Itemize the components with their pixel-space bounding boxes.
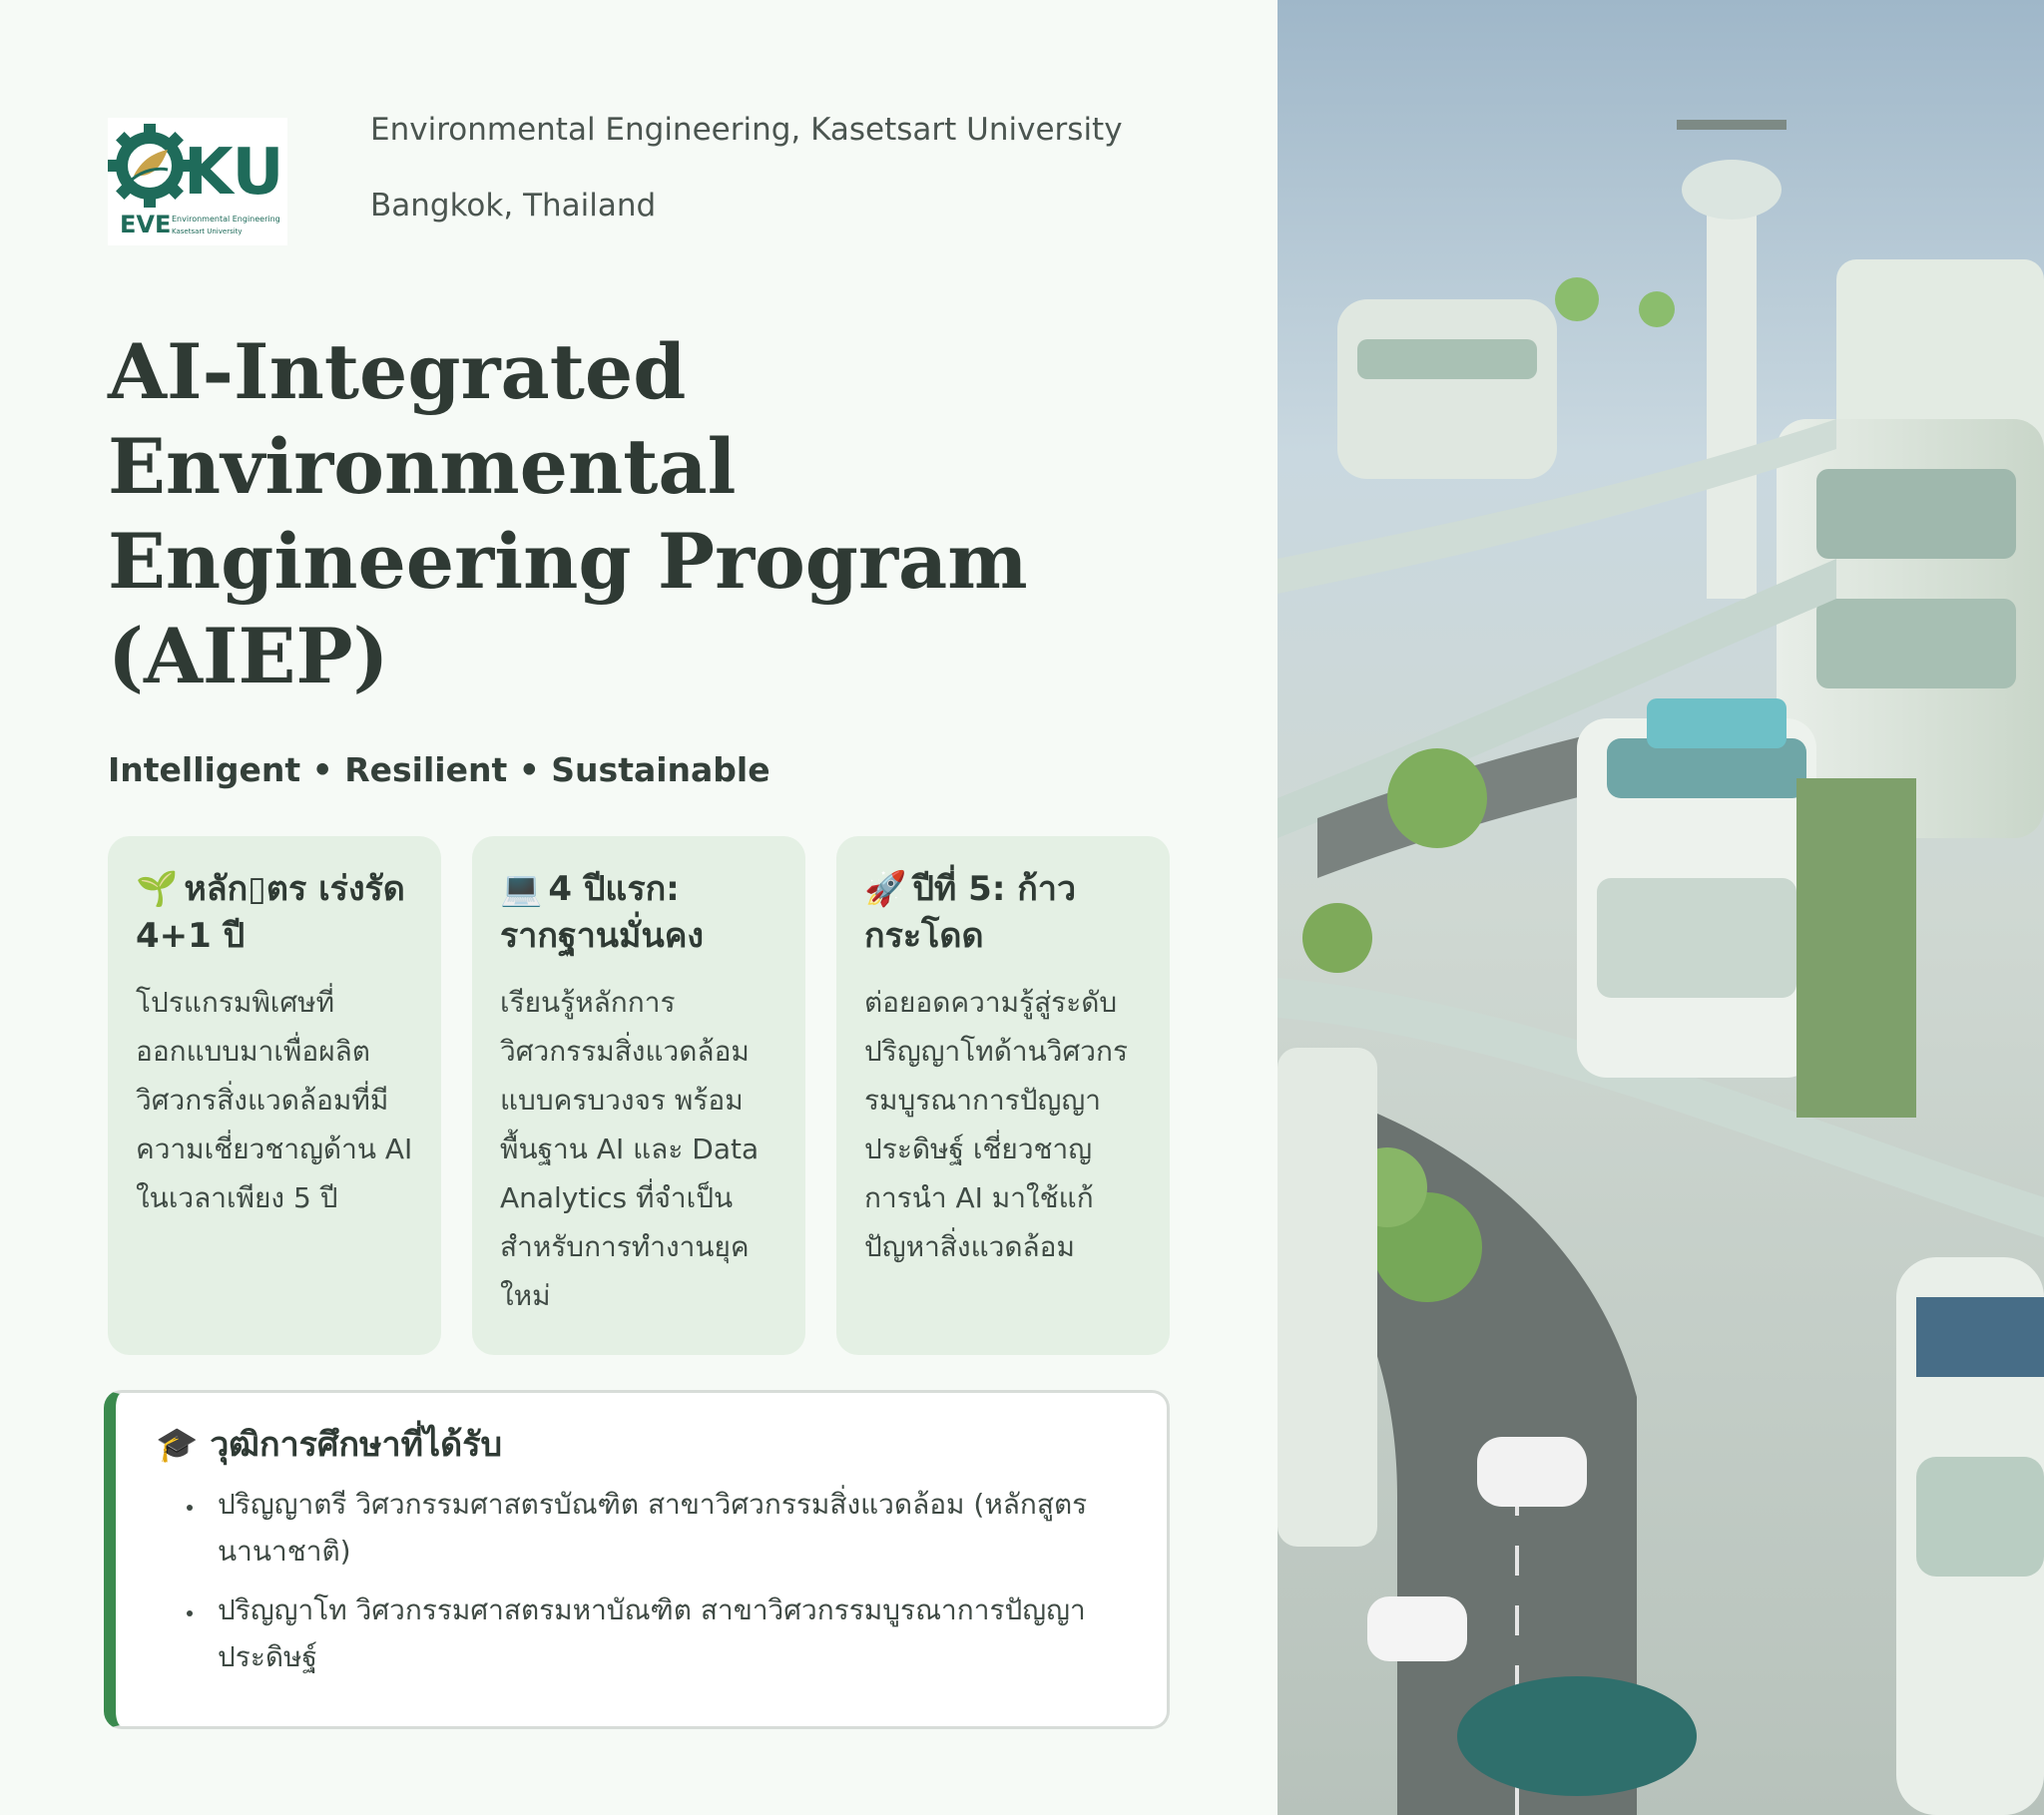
info-card-first-four-years [472, 836, 805, 1355]
ku-eve-logo [108, 118, 287, 245]
page-title [108, 324, 1106, 703]
svg-text:Kasetsart University: Kasetsart University [172, 227, 243, 235]
organization-name: Environmental Engineering, Kasetsart University [370, 112, 1123, 148]
card-title: 🌱 หลัก▯ตร เร่งรัด 4+1 ปี [136, 869, 405, 956]
svg-text:Environmental Engineering: Environmental Engineering [172, 215, 280, 224]
svg-text:KU: KU [184, 136, 284, 210]
title-line: AI-Integrated [108, 327, 687, 416]
card-body: เรียนรู้หลักการวิศวกรรมสิ่งแวดล้อมแบบครบวงจร พร้อมพื้นฐาน AI และ Data Analytics ที่จำเป็นสำหรับการทำงานยุคใหม่ [500, 986, 760, 1312]
svg-text:EVE: EVE [120, 211, 172, 238]
title-line: (AIEP) [108, 612, 389, 700]
card-title: 🚀 ปีที่ 5: ก้าวกระโดด [864, 869, 1077, 956]
title-line: Environmental [108, 422, 737, 511]
organization-location: Bangkok, Thailand [370, 188, 657, 224]
card-title: 💻 4 ปีแรก: รากฐานมั่นคง [500, 869, 705, 956]
degrees-box [104, 1390, 1170, 1729]
degrees-heading: 🎓 วุฒิการศึกษาที่ได้รับ [156, 1425, 503, 1465]
list-item: • ปริญญาตรี วิศวกรรมศาสตรบัณฑิต สาขาวิศวกรรมสิ่งแวดล้อม (หลักสูตรนานาชาติ) [206, 1481, 1127, 1575]
card-body: โปรแกรมพิเศษที่ออกแบบมาเพื่อผลิตวิศวกรสิ่งแวดล้อมที่มีความเชี่ยวชาญด้าน AI ในเวลาเพียง 5 ปี [136, 986, 413, 1214]
graduation-cap-icon: 🎓 [156, 1425, 199, 1465]
degrees-list [156, 1481, 1127, 1680]
rocket-icon: 🚀 [864, 869, 907, 909]
laptop-icon: 💻 [500, 869, 543, 909]
info-card-fifth-year [836, 836, 1170, 1355]
list-item: • ปริญญาโท วิศวกรรมศาสตรมหาบัณฑิต สาขาวิศวกรรมบูรณาการปัญญาประดิษฐ์ [206, 1587, 1127, 1680]
future-city-illustration [1278, 0, 2044, 1815]
seedling-icon: 🌱 [136, 869, 179, 909]
info-card-curriculum [108, 836, 441, 1355]
title-line: Engineering Program [108, 517, 1028, 606]
tagline: Intelligent • Resilient • Sustainable [108, 750, 770, 789]
gear-icon [108, 124, 192, 208]
card-body: ต่อยอดความรู้สู่ระดับปริญญาโทด้านวิศวกรรมบูรณาการปัญญาประดิษฐ์ เชี่ยวชาญการนำ AI มาใช้แก้ปัญหาสิ่งแวดล้อม [864, 986, 1129, 1263]
